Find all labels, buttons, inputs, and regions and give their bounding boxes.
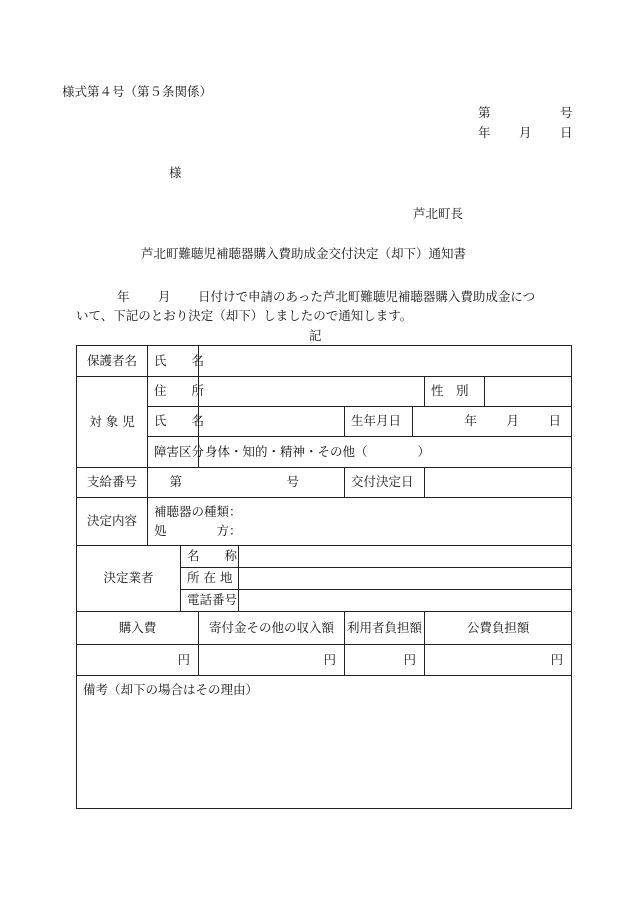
birthdate-field[interactable]: [413, 407, 572, 437]
cost-header-row: [77, 612, 572, 645]
guardian-name-label: 氏 名: [148, 346, 199, 377]
payment-dai: 第: [169, 474, 183, 490]
payment-row: [77, 468, 572, 498]
form-number: 様式第４号（第５条関係）: [62, 84, 213, 99]
addressee-suffix: 様: [169, 165, 182, 180]
prescription-label: 処 方：: [154, 522, 242, 538]
cost-donation-field[interactable]: 円: [199, 645, 345, 676]
address-label: 住 所: [148, 377, 199, 407]
remarks-field[interactable]: [77, 676, 572, 809]
vendor-label: 決定業者: [77, 546, 181, 612]
body-line1-rest: 日付けで申請のあった芦北町難聴児補聴器購入費助成金につ: [198, 289, 536, 304]
vendor-name-row: [77, 546, 572, 568]
cost-user-field[interactable]: 円: [345, 645, 425, 676]
remarks-row: [77, 676, 572, 809]
cost-public-label: 公費負担額: [425, 612, 572, 645]
guardian-name-field[interactable]: [199, 346, 572, 377]
birth-year: 年: [464, 413, 478, 429]
child-name-label: 氏 名: [148, 407, 199, 437]
guardian-label: 保護者名: [77, 346, 148, 377]
cost-user-label: 利用者負担額: [345, 612, 425, 645]
target-child-label: 対 象 児: [77, 377, 148, 468]
vendor-phone-label: 電話番号: [181, 590, 239, 612]
decision-content-label: 決定内容: [77, 498, 148, 546]
body-year: 年: [117, 289, 130, 304]
hearing-aid-type-label: 補聴器の種類：: [154, 503, 242, 519]
issuer: 芦北町長: [413, 206, 464, 221]
child-address-row: [77, 377, 572, 407]
decision-date-label: 交付決定日: [345, 468, 425, 498]
body-month: 月: [158, 289, 171, 304]
payment-number-field[interactable]: [148, 468, 345, 498]
cost-purchase-field[interactable]: 円: [77, 645, 199, 676]
document-title: 芦北町難聴児補聴器購入費助成金交付決定（却下）通知書: [141, 246, 467, 261]
decision-date-field[interactable]: [425, 468, 572, 498]
remarks-label: 備考（却下の場合はその理由）: [83, 682, 259, 697]
disability-row: [77, 437, 572, 468]
date-day: 日: [560, 125, 573, 140]
disability-options[interactable]: 身体・知的・精神・その他（ ）: [199, 437, 572, 468]
guardian-row: [77, 346, 572, 377]
cost-public-field[interactable]: 円: [425, 645, 572, 676]
birth-month: 月: [506, 413, 520, 429]
child-name-field[interactable]: [199, 407, 345, 437]
doc-number-prefix: 第: [478, 105, 491, 120]
vendor-name-field[interactable]: [239, 546, 572, 568]
disability-label: 障害区分: [148, 437, 199, 468]
address-field[interactable]: [199, 377, 425, 407]
payment-number-label: 支給番号: [77, 468, 148, 498]
cost-donation-label: 寄付金その他の収入額: [199, 612, 345, 645]
sex-label: 性 別: [425, 377, 485, 407]
child-name-row: [77, 407, 572, 437]
decision-content-row: [77, 498, 572, 546]
body-line2: いて、下記のとおり決定（却下）しましたので通知します。: [76, 308, 413, 323]
cost-purchase-label: 購入費: [77, 612, 199, 645]
birth-day: 日: [548, 413, 562, 429]
date-month: 月: [519, 125, 532, 140]
cost-value-row: [77, 645, 572, 676]
vendor-phone-field[interactable]: [239, 590, 572, 612]
payment-go: 号: [286, 474, 300, 490]
sex-field[interactable]: [485, 377, 572, 407]
notification-table: [76, 345, 572, 809]
vendor-location-label: 所 在 地: [181, 568, 239, 590]
date-year: 年: [478, 125, 491, 140]
ki-label: 記: [309, 328, 322, 343]
decision-content-field[interactable]: [148, 498, 572, 546]
birthdate-label: 生年月日: [345, 407, 413, 437]
vendor-location-field[interactable]: [239, 568, 572, 590]
vendor-name-label: 名 称: [181, 546, 239, 568]
doc-number-suffix: 号: [560, 105, 573, 120]
